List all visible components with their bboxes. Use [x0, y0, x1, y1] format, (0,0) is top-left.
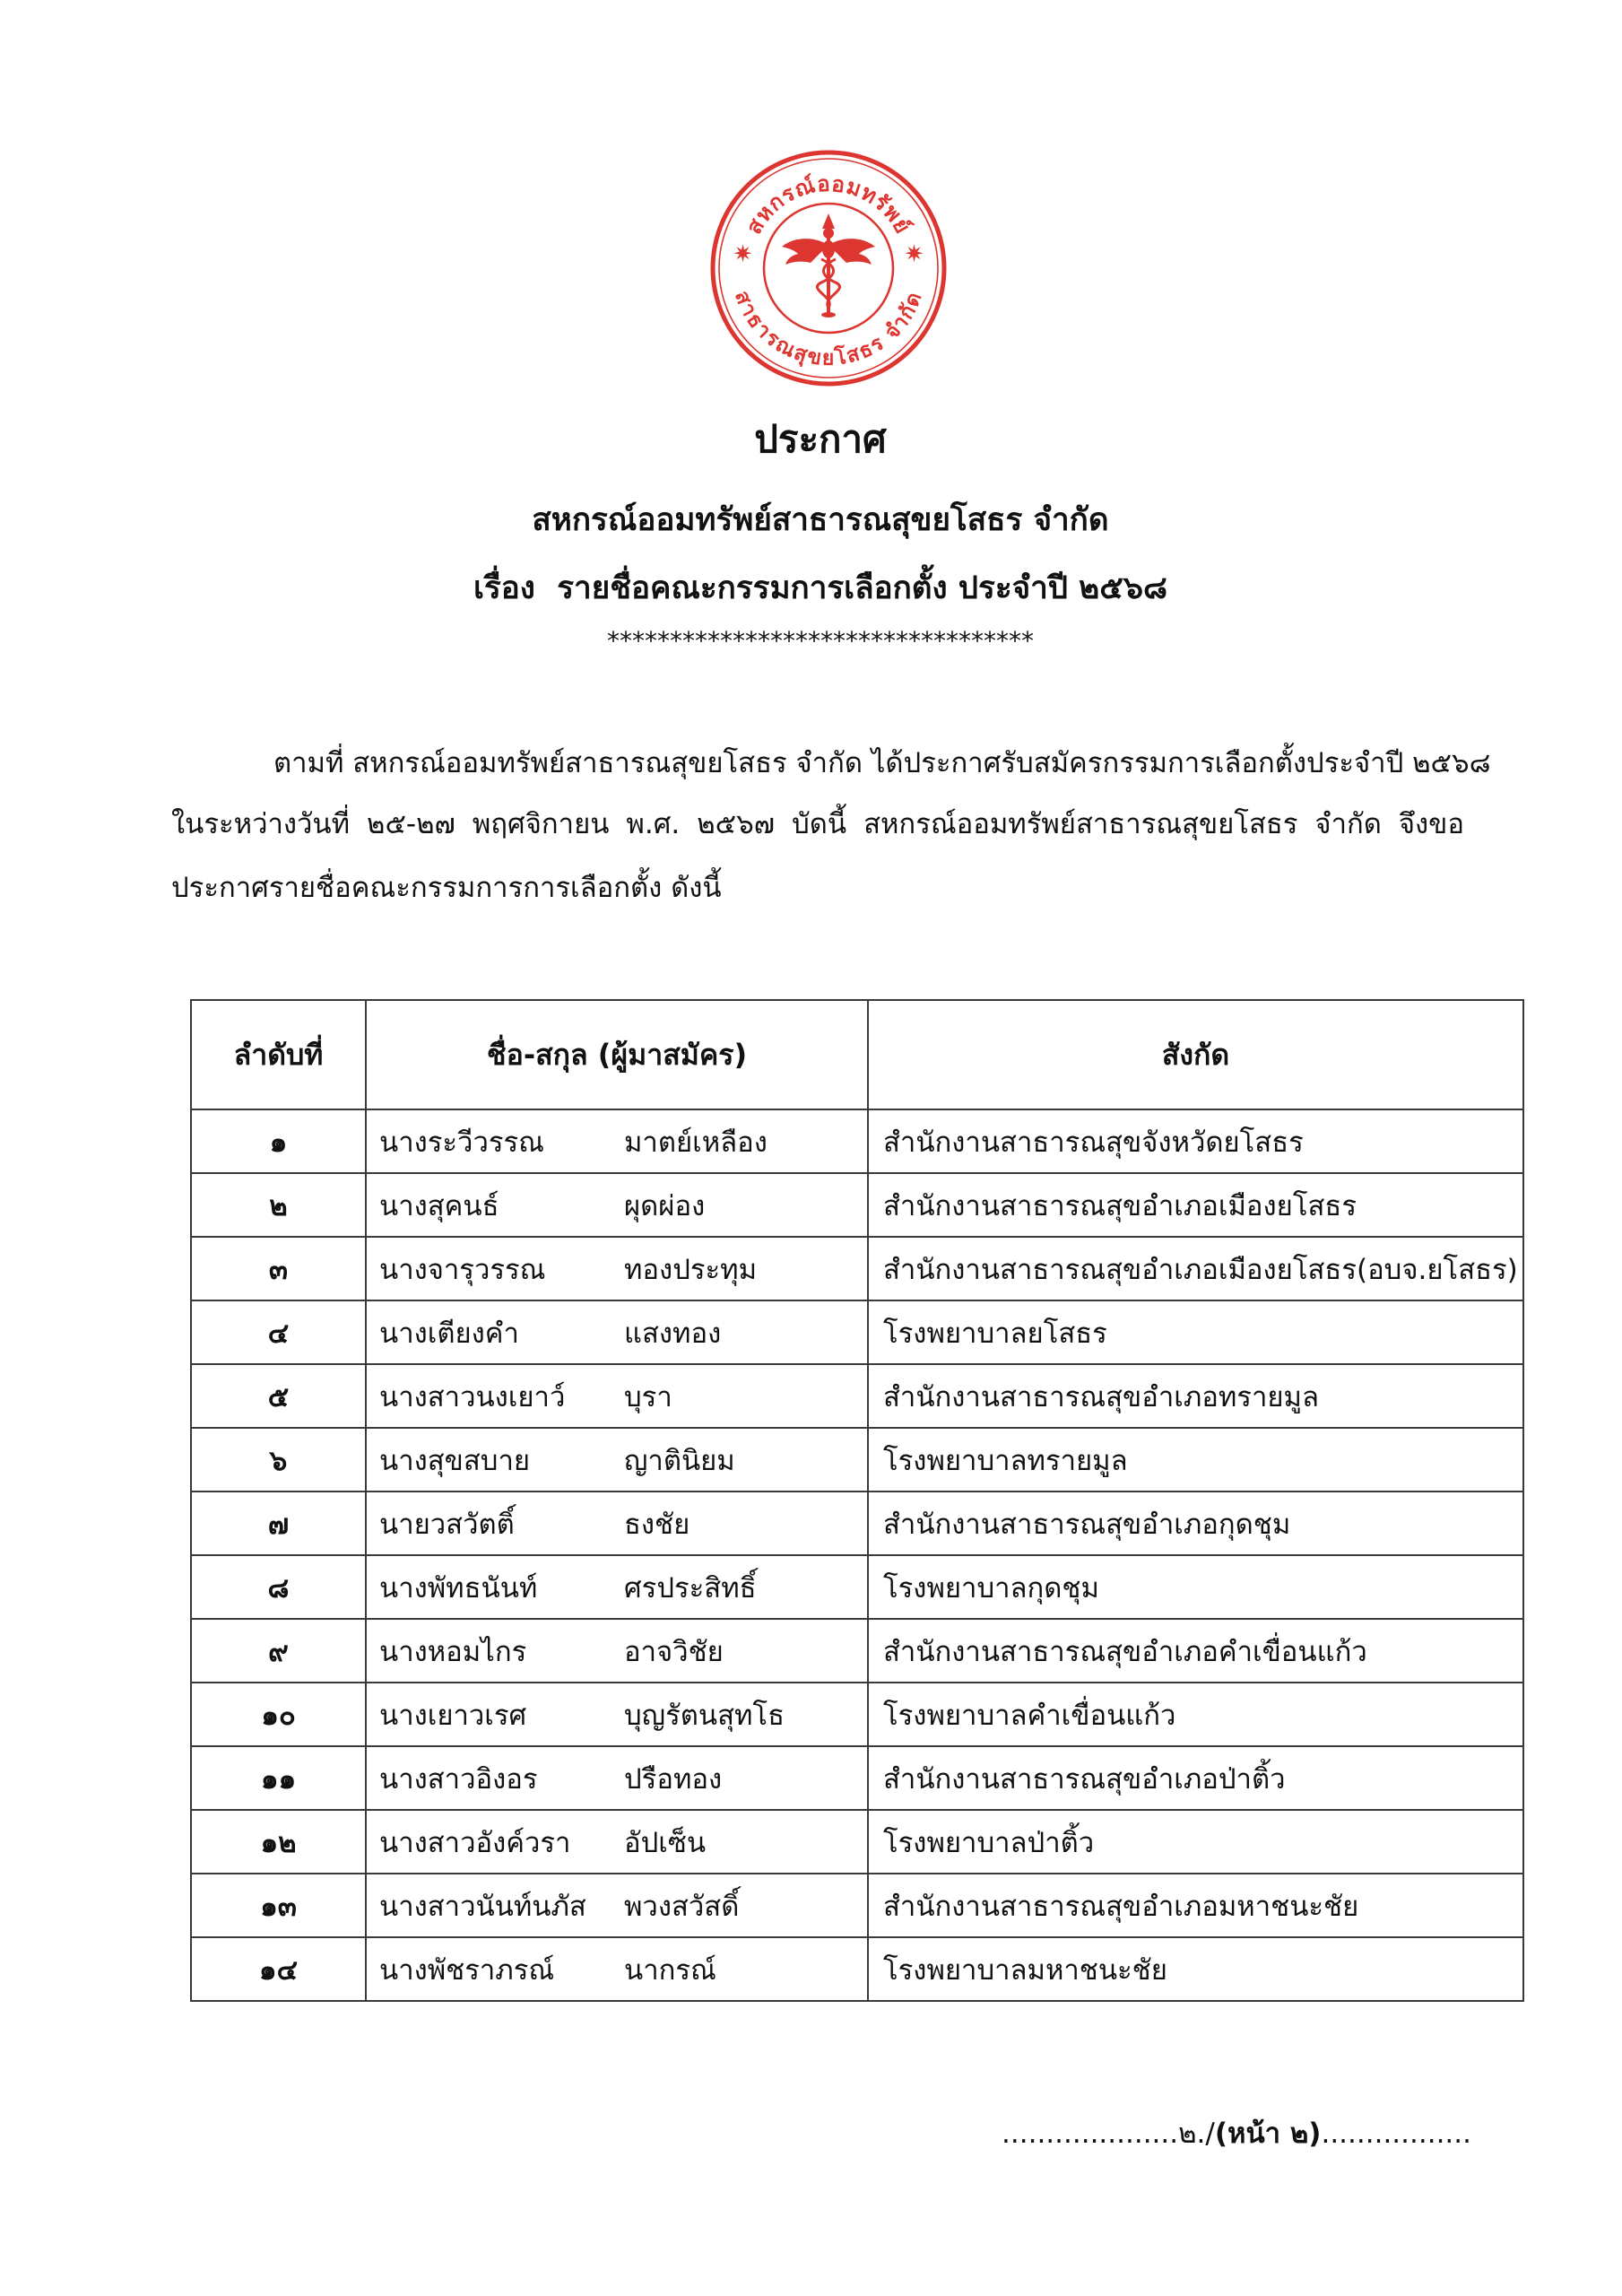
last-name: ศรประสิทธิ์: [624, 1571, 757, 1605]
affiliation: โรงพยาบาลยโสธร: [868, 1300, 1523, 1364]
footer-leader: ....................๒./: [1002, 2118, 1215, 2150]
affiliation: โรงพยาบาลคำเขื่อนแก้ว: [868, 1683, 1523, 1746]
row-number: ๓: [191, 1237, 366, 1300]
star-right-icon: [906, 244, 924, 262]
candidate-name: [366, 1364, 868, 1428]
election-committee-table: [190, 999, 1524, 2002]
affiliation: สำนักงานสาธารณสุขอำเภอทรายมูล: [868, 1364, 1523, 1428]
first-name: นางสาวนงเยาว์: [379, 1380, 566, 1413]
last-name: ปรือทอง: [624, 1762, 723, 1796]
row-number: ๑๓: [191, 1874, 366, 1937]
row-number: ๑: [191, 1109, 366, 1173]
first-name: นายวสวัตติ์: [379, 1508, 515, 1541]
first-name: นางระวีวรรณ: [379, 1126, 544, 1159]
candidate-name: [366, 1874, 868, 1937]
affiliation: สำนักงานสาธารณสุขอำเภอป่าติ้ว: [868, 1746, 1523, 1810]
affiliation: โรงพยาบาลมหาชนะชัย: [868, 1937, 1523, 2001]
seal-bottom-text: สาธารณสุขยโสธร จำกัด: [729, 287, 928, 370]
last-name: ทองประทุม: [624, 1253, 758, 1286]
body-line-1: ตามที่ สหกรณ์ออมทรัพย์สาธารณสุขยโสธร จำกัด ได้ประกาศรับสมัครกรรมการเลือกตั้งประจำปี ๒๕๖๘: [273, 747, 1491, 779]
table-row: [191, 1237, 1523, 1300]
column-header-number: ลำดับที่: [191, 1000, 366, 1109]
candidate-name: [366, 1810, 868, 1874]
table-row: [191, 1173, 1523, 1237]
candidate-name: [366, 1683, 868, 1746]
affiliation: สำนักงานสาธารณสุขอำเภอเมืองยโสธร: [868, 1173, 1523, 1237]
row-number: ๔: [191, 1300, 366, 1364]
last-name: ธงชัย: [624, 1508, 690, 1541]
row-number: ๘: [191, 1555, 366, 1619]
row-number: ๑๐: [191, 1683, 366, 1746]
first-name: นางสุขสบาย: [379, 1444, 531, 1477]
cooperative-seal: [703, 143, 954, 394]
candidate-name: [366, 1109, 868, 1173]
table-row: [191, 1619, 1523, 1683]
garuda-caduceus-emblem-icon: [782, 213, 875, 317]
first-name: นางจารุวรรณ: [379, 1253, 546, 1286]
table-row: [191, 1746, 1523, 1810]
row-number: ๒: [191, 1173, 366, 1237]
candidate-name: [366, 1619, 868, 1683]
row-number: ๙: [191, 1619, 366, 1683]
last-name: แสงทอง: [624, 1317, 722, 1350]
affiliation: สำนักงานสาธารณสุขอำเภอมหาชนะชัย: [868, 1874, 1523, 1937]
star-left-icon: [734, 244, 752, 262]
table-row: [191, 1683, 1523, 1746]
last-name: ญาตินิยม: [624, 1444, 735, 1477]
last-name: บุญรัตนสุทโธ: [624, 1699, 785, 1732]
last-name: อัปเซ็น: [624, 1826, 707, 1859]
row-number: ๑๔: [191, 1937, 366, 2001]
candidate-name: [366, 1492, 868, 1555]
last-name: พวงสวัสดิ์: [624, 1890, 740, 1923]
row-number: ๑๒: [191, 1810, 366, 1874]
first-name: นางเตียงคำ: [379, 1317, 519, 1350]
first-name: นางหอมไกร: [379, 1635, 527, 1668]
last-name: มาตย์เหลือง: [624, 1126, 768, 1159]
affiliation: สำนักงานสาธารณสุขอำเภอคำเขื่อนแก้ว: [868, 1619, 1523, 1683]
body-line-3: ประกาศรายชื่อคณะกรรมการการเลือกตั้ง ดังนี้: [171, 872, 722, 904]
footer-next-page: (หน้า ๒): [1214, 2118, 1322, 2150]
footer-trailer: .................: [1321, 2118, 1471, 2150]
table-row: [191, 1364, 1523, 1428]
first-name: นางสุคนธ์: [379, 1189, 499, 1222]
row-number: ๑๑: [191, 1746, 366, 1810]
table-row: [191, 1937, 1523, 2001]
candidate-name: [366, 1173, 868, 1237]
row-number: ๖: [191, 1428, 366, 1492]
table-header-row: [191, 1000, 1523, 1109]
page-title: ประกาศ: [754, 417, 887, 461]
table-row: [191, 1810, 1523, 1874]
first-name: นางสาวอังค์วรา: [379, 1826, 571, 1859]
table-row: [191, 1109, 1523, 1173]
candidate-name: [366, 1746, 868, 1810]
affiliation: สำนักงานสาธารณสุขอำเภอกุดชุม: [868, 1492, 1523, 1555]
announcement-subject: เรื่อง รายชื่อคณะกรรมการเลือกตั้ง ประจำปี ๒๕๖๘: [473, 570, 1167, 606]
table-row: [191, 1300, 1523, 1364]
last-name: อาจวิชัย: [624, 1635, 724, 1668]
candidate-name: [366, 1937, 868, 2001]
first-name: นางสาวนันท์นภัส: [379, 1890, 586, 1923]
separator-asterisks: **********************************: [607, 626, 1034, 656]
column-header-affiliation: สังกัด: [868, 1000, 1523, 1109]
last-name: บุรา: [624, 1380, 672, 1413]
last-name: นากรณ์: [624, 1953, 716, 1987]
last-name: ผุดผ่อง: [624, 1189, 706, 1222]
affiliation: สำนักงานสาธารณสุขอำเภอเมืองยโสธร(อบจ.ยโสธร): [868, 1237, 1523, 1300]
body-line-2: ในระหว่างวันที่ ๒๕-๒๗ พฤศจิกายน พ.ศ. ๒๕๖๗ บัดนี้ สหกรณ์ออมทรัพย์สาธารณสุขยโสธร จำกัด จึงขอ: [171, 808, 1464, 840]
table-row: [191, 1555, 1523, 1619]
candidate-name: [366, 1555, 868, 1619]
first-name: นางสาวอิงอร: [379, 1762, 538, 1796]
table-row: [191, 1428, 1523, 1492]
page-continuation-footer: [1002, 2111, 1471, 2156]
affiliation: โรงพยาบาลป่าติ้ว: [868, 1810, 1523, 1874]
table-row: [191, 1874, 1523, 1937]
organization-name: สหกรณ์ออมทรัพย์สาธารณสุขยโสธร จำกัด: [532, 502, 1109, 538]
candidate-name: [366, 1428, 868, 1492]
candidate-name: [366, 1237, 868, 1300]
first-name: นางพัทธนันท์: [379, 1571, 538, 1605]
row-number: ๕: [191, 1364, 366, 1428]
first-name: นางเยาวเรศ: [379, 1699, 527, 1732]
affiliation: โรงพยาบาลกุดชุม: [868, 1555, 1523, 1619]
column-header-name: ชื่อ-สกุล (ผู้มาสมัคร): [366, 1000, 868, 1109]
candidate-name: [366, 1300, 868, 1364]
row-number: ๗: [191, 1492, 366, 1555]
first-name: นางพัชราภรณ์: [379, 1953, 555, 1987]
seal-top-text: สหกรณ์ออมทรัพย์: [741, 170, 916, 239]
table-row: [191, 1492, 1523, 1555]
affiliation: โรงพยาบาลทรายมูล: [868, 1428, 1523, 1492]
affiliation: สำนักงานสาธารณสุขจังหวัดยโสธร: [868, 1109, 1523, 1173]
